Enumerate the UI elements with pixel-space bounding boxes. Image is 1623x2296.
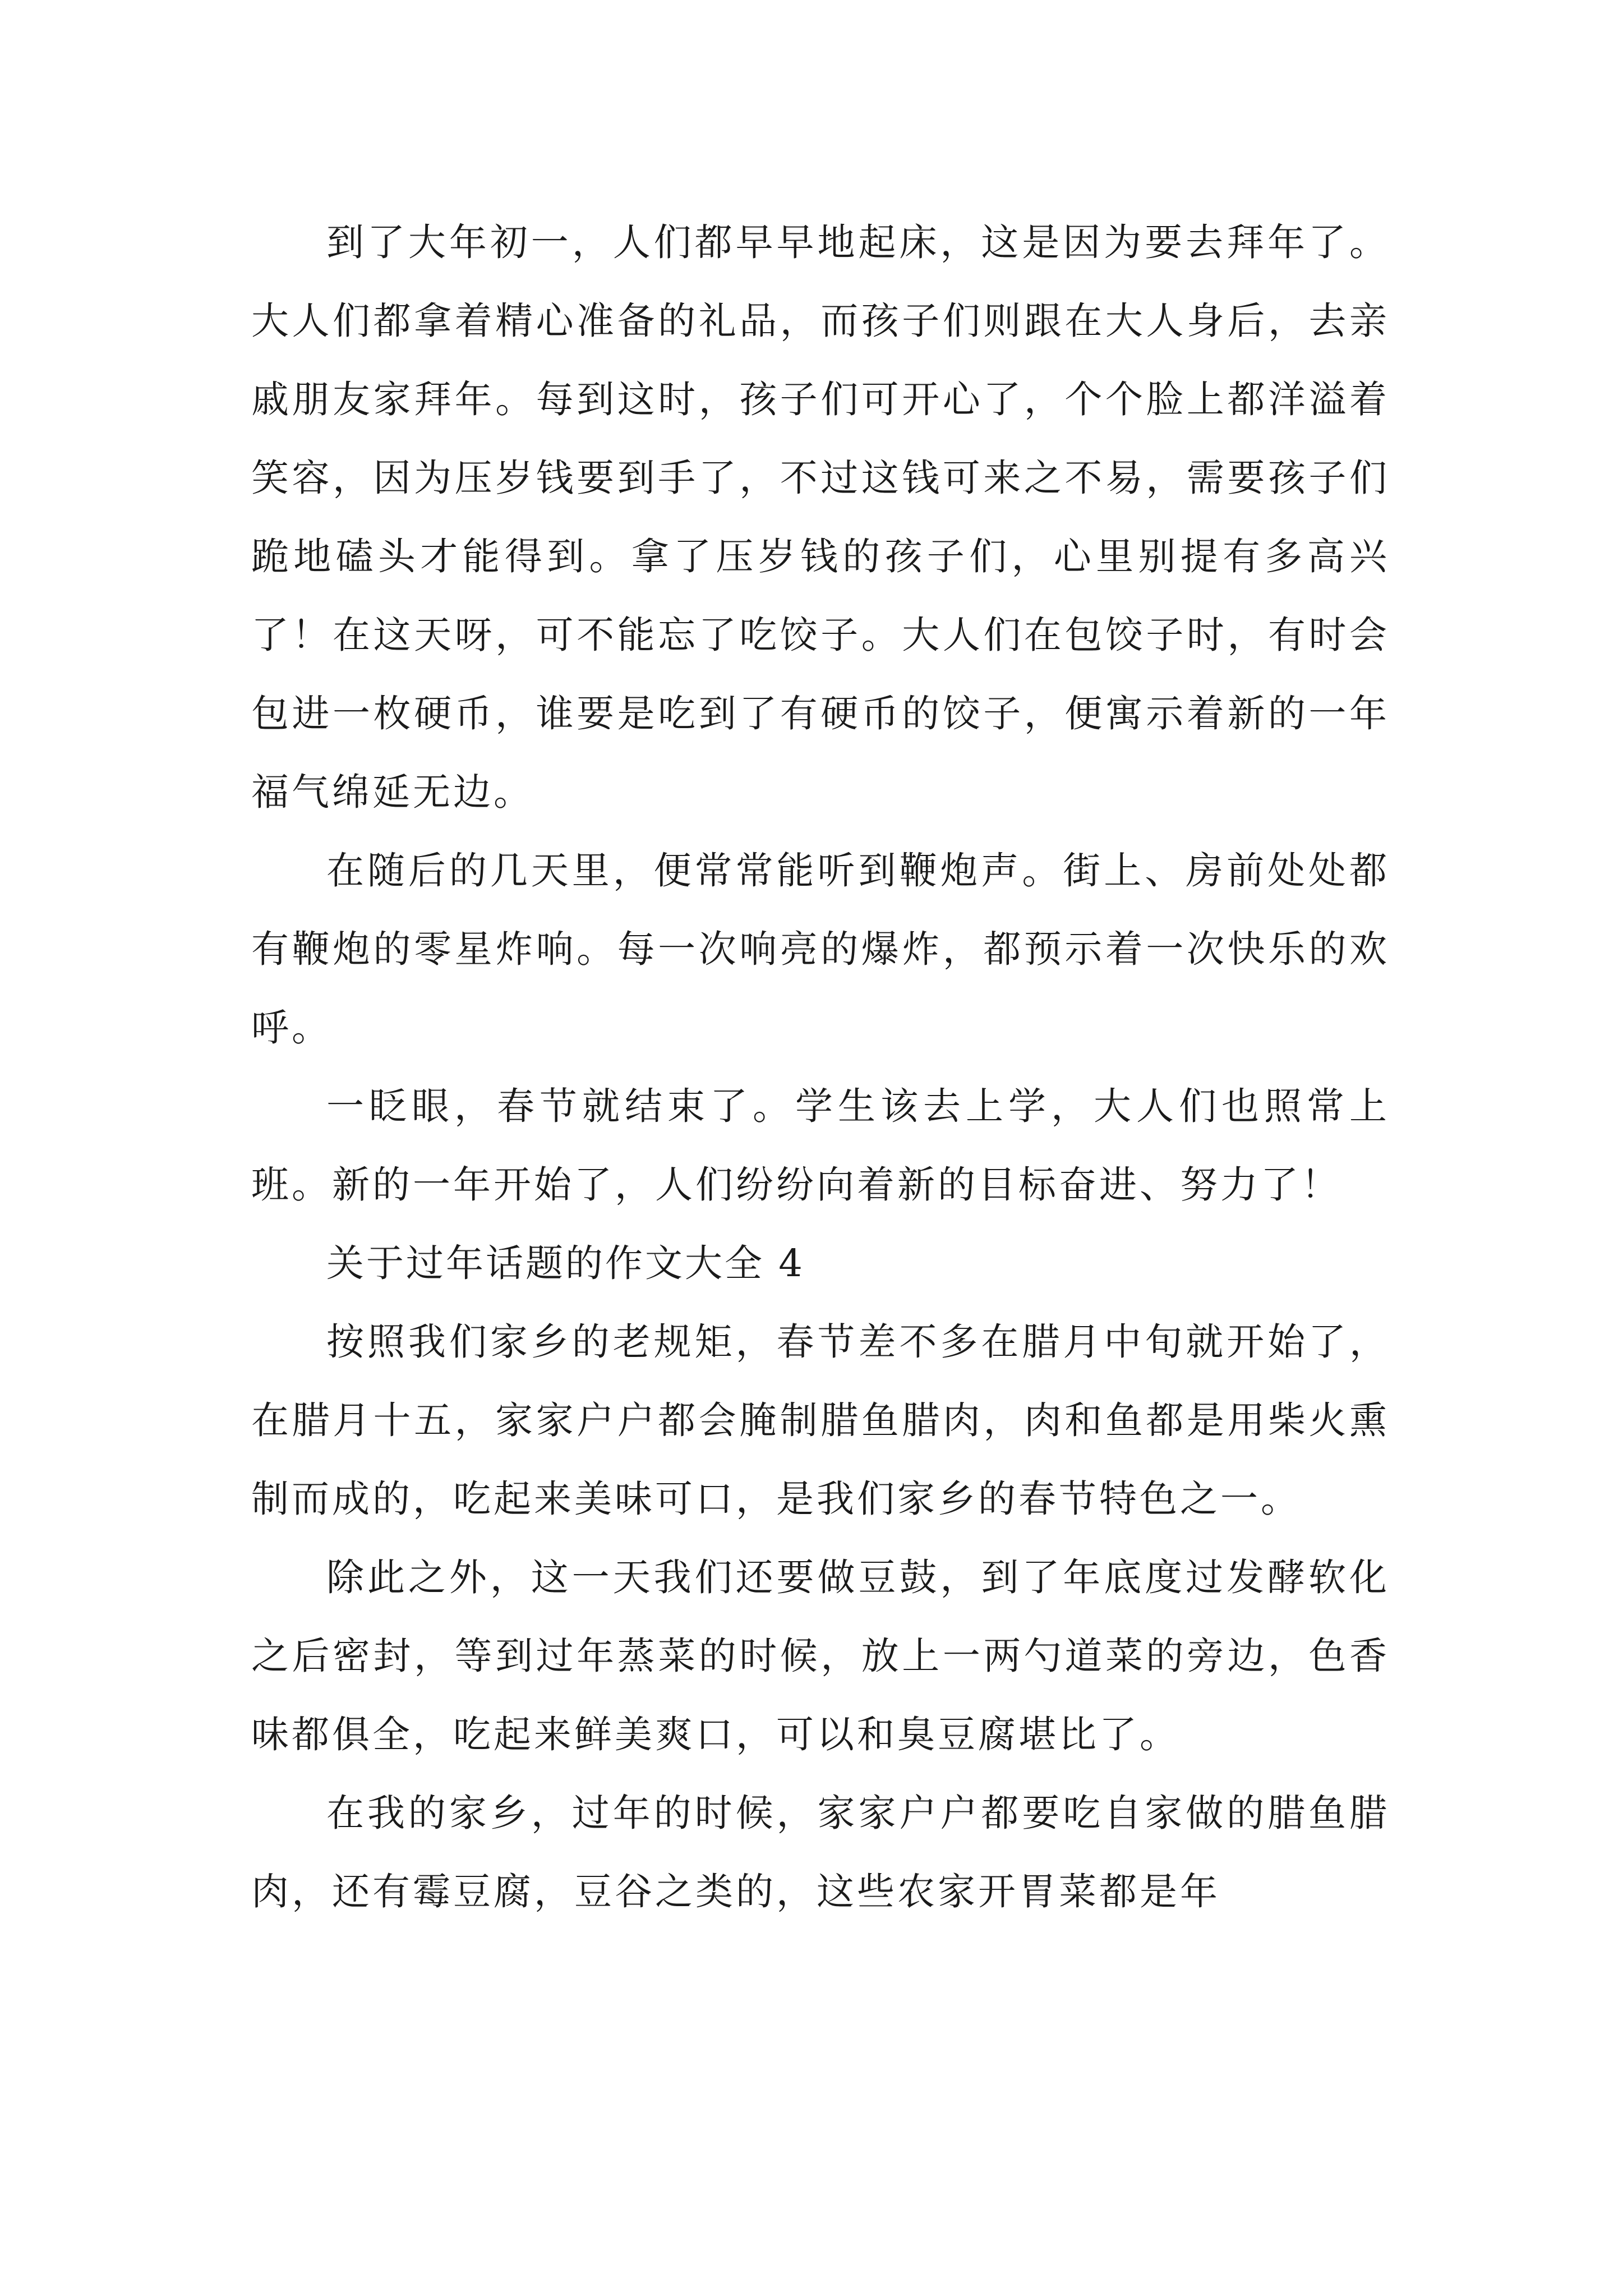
paragraph-festival-end: 一眨眼，春节就结束了。学生该去上学，大人们也照常上班。新的一年开始了，人们纷纷向着新的目标奋进、努力了！ xyxy=(251,1084,1390,1207)
paragraph-firecrackers: 在随后的几天里，便常常能听到鞭炮声。街上、房前处处都有鞭炮的零星炸响。每一次响亮的爆炸，都预示着一次快乐的欢呼。 xyxy=(251,849,1390,1050)
paragraph-fermented-beans: 除此之外，这一天我们还要做豆鼓，到了年底度过发酵软化之后密封，等到过年蒸菜的时候，放上一两勺道菜的旁边，色香味都俱全，吃起来鲜美爽口，可以和臭豆腐堪比了。 xyxy=(251,1556,1390,1756)
document-body xyxy=(251,203,1390,1931)
paragraph-new-year-day: 到了大年初一，人们都早早地起床，这是因为要去拜年了。大人们都拿着精心准备的礼品，而孩子们则跟在大人身后，去亲戚朋友家拜年。每到这时，孩子们可开心了，个个脸上都洋溢着笑容，因为压岁钱要到手了，不过这钱可来之不易，需要孩子们跪地磕头才能得到。拿了压岁钱的孩子们，心里别提有多高兴了！在这天呀，可不能忘了吃饺子。大人们在包饺子时，有时会包进一枚硬币，谁要是吃到了有硬币的饺子，便寓示着新的一年福气绵延无边。 xyxy=(251,220,1390,814)
paragraph-home-dishes: 在我的家乡，过年的时候，家家户户都要吃自家做的腊鱼腊肉，还有霉豆腐，豆谷之类的，这些农家开胃菜都是年 xyxy=(251,1791,1390,1913)
paragraph-hometown-customs: 按照我们家乡的老规矩，春节差不多在腊月中旬就开始了，在腊月十五，家家户户都会腌制腊鱼腊肉，肉和鱼都是用柴火熏制而成的，吃起来美味可口，是我们家乡的春节特色之一。 xyxy=(251,1320,1390,1521)
essay-heading: 关于过年话题的作文大全 4 xyxy=(326,1241,805,1285)
